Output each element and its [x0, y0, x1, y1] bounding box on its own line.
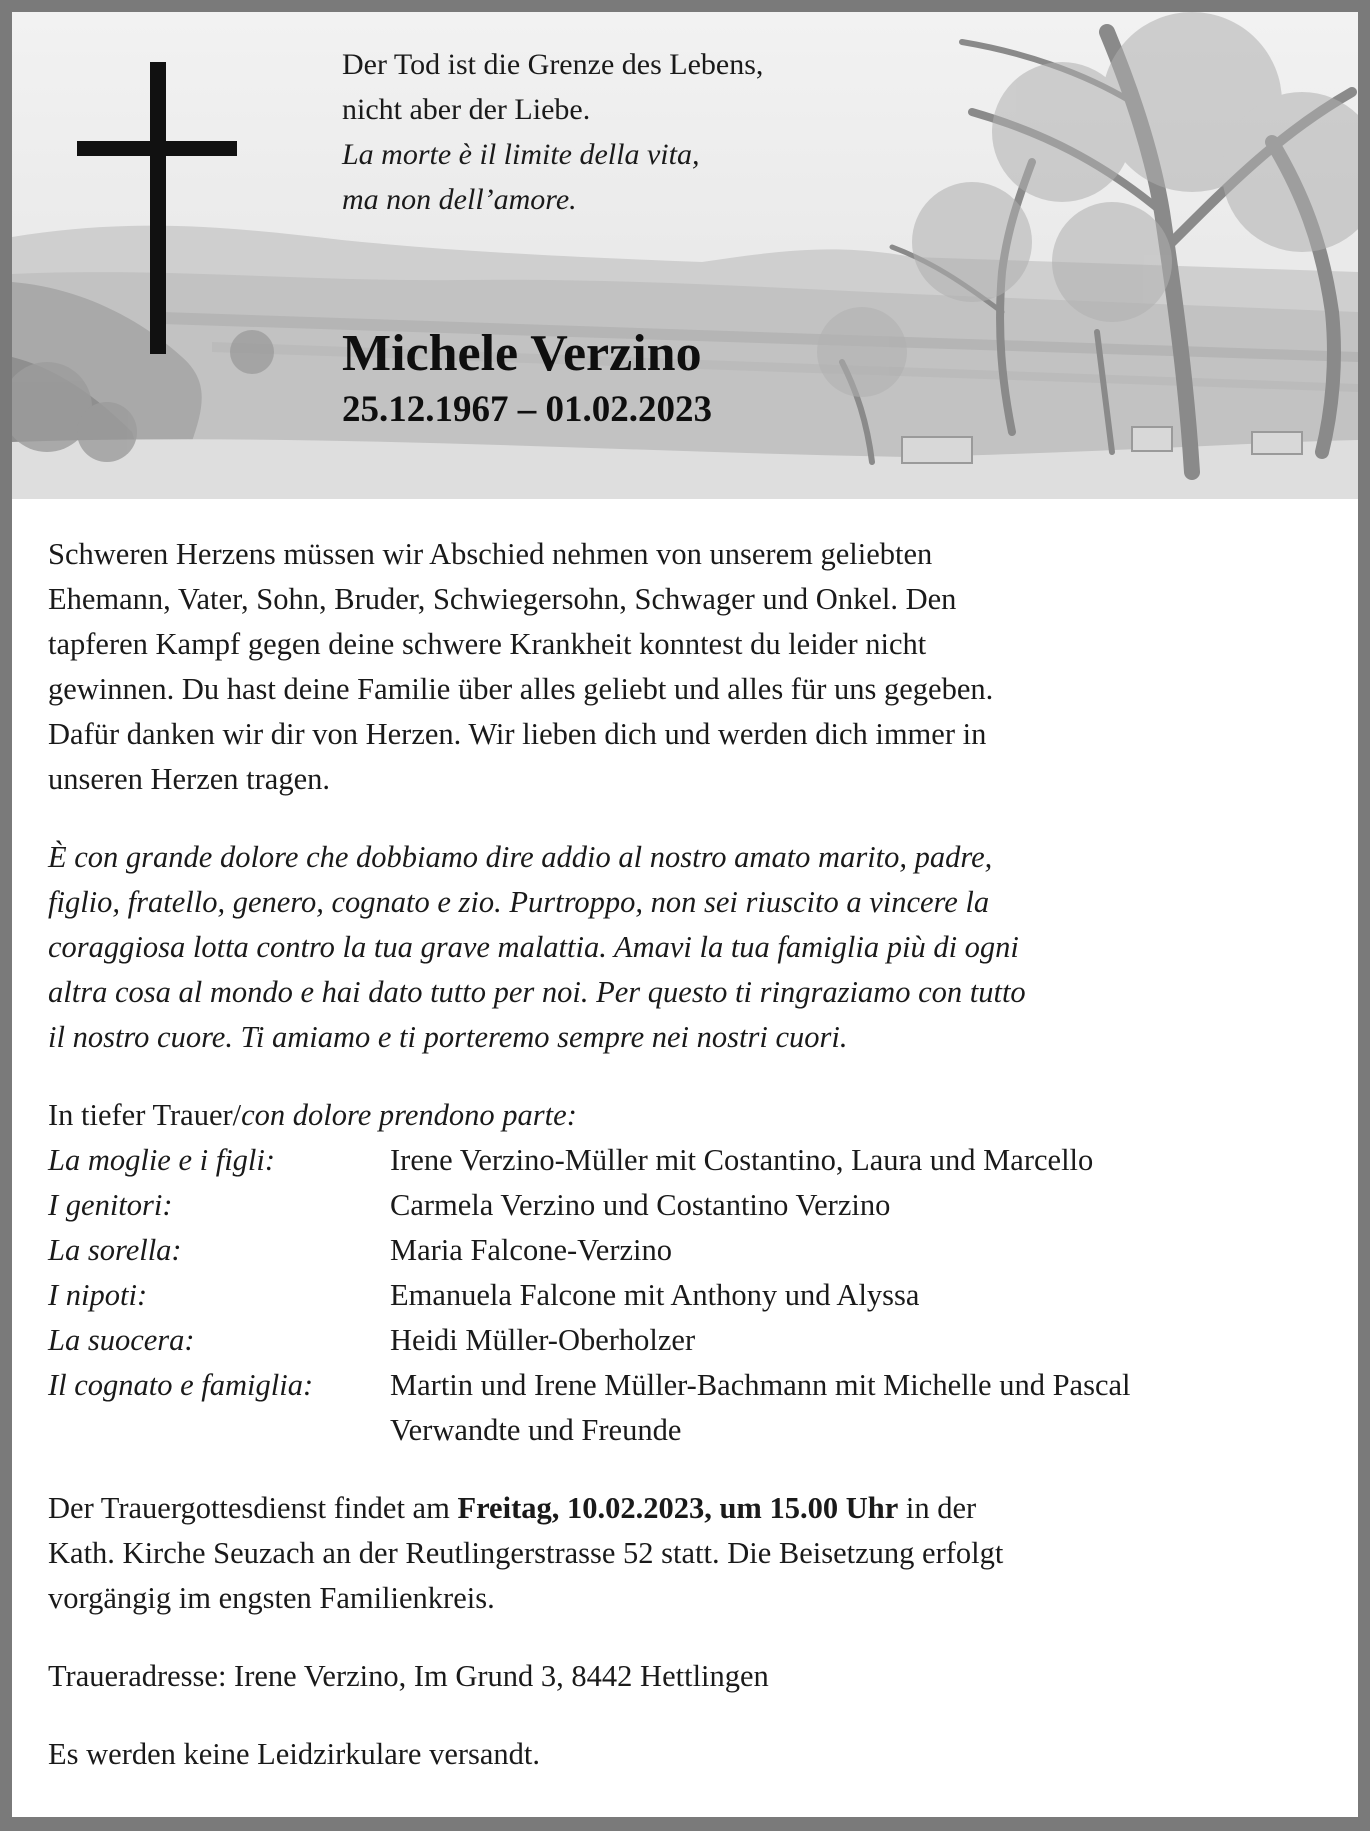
text-line: altra cosa al mondo e hai dato tutto per noi. Per questo ti ringraziamo con tutto — [48, 975, 1026, 1009]
text-line: il nostro cuore. Ti amiamo e ti porteremo sempre nei nostri cuori. — [48, 1020, 848, 1054]
mourner-names: Verwandte und Freunde — [390, 1413, 682, 1447]
mourner-names: Carmela Verzino und Costantino Verzino — [390, 1188, 891, 1222]
service-line-2: Kath. Kirche Seuzach an der Reutlingerstrasse 52 statt. Die Beisetzung erfolgt — [48, 1536, 1004, 1570]
mourner-role: La suocera: — [48, 1323, 195, 1357]
mourner-row — [48, 1273, 1338, 1318]
obituary-card — [12, 12, 1358, 1817]
quote-line-it-1: La morte è il limite della vita, — [342, 138, 700, 171]
mourner-role: Il cognato e famiglia: — [48, 1368, 314, 1402]
closing-note: Es werden keine Leidzirkulare versandt. — [48, 1737, 541, 1771]
header-landscape — [12, 12, 1358, 499]
deceased-name: Michele Verzino — [342, 325, 702, 382]
quote-line-de-1: Der Tod ist die Grenze des Lebens, — [342, 48, 764, 81]
mourner-names: Irene Verzino-Müller mit Costantino, Laura und Marcello — [390, 1143, 1094, 1177]
life-dates: 25.12.1967 – 01.02.2023 — [342, 389, 712, 430]
mourner-row — [48, 1408, 1338, 1453]
mourners-intro-it: con dolore prendono parte: — [241, 1098, 577, 1132]
quote-line-de-2: nicht aber der Liebe. — [342, 93, 591, 126]
mourner-names: Maria Falcone-Verzino — [390, 1233, 673, 1267]
obituary-body — [48, 532, 1338, 1810]
text-line: unseren Herzen tragen. — [48, 762, 330, 796]
text-line: Ehemann, Vater, Sohn, Bruder, Schwiegersohn, Schwager und Onkel. Den — [48, 582, 957, 616]
mourners-list — [48, 1093, 1338, 1453]
mourner-names: Heidi Müller-Oberholzer — [390, 1323, 696, 1357]
quote-line-it-2: ma non dell’amore. — [342, 183, 577, 216]
mourner-names: Emanuela Falcone mit Anthony und Alyssa — [390, 1278, 920, 1312]
service-line-3: vorgängig im engsten Familienkreis. — [48, 1581, 495, 1615]
mourner-row — [48, 1318, 1338, 1363]
mourner-role — [48, 1408, 390, 1453]
cross-icon — [77, 62, 237, 357]
text-line: Dafür danken wir dir von Herzen. Wir lieben dich und werden dich immer in — [48, 717, 987, 751]
paragraph-german — [48, 532, 1338, 802]
mourners-intro — [48, 1093, 1338, 1138]
mourner-role: La moglie e i figli: — [48, 1143, 276, 1177]
service-pre: Der Trauergottesdienst findet am — [48, 1491, 458, 1525]
text-line: figlio, fratello, genero, cognato e zio. Purtroppo, non sei riuscito a vincere la — [48, 885, 990, 919]
mourners-intro-de: In tiefer Trauer/ — [48, 1098, 242, 1132]
service-info — [48, 1486, 1338, 1621]
mourner-row — [48, 1228, 1338, 1273]
service-datetime: Freitag, 10.02.2023, um 15.00 Uhr — [457, 1491, 899, 1525]
text-line: È con grande dolore che dobbiamo dire addio al nostro amato marito, padre, — [48, 840, 993, 874]
text-line: tapferen Kampf gegen deine schwere Krankheit konntest du leider nicht — [48, 627, 927, 661]
service-line-1 — [48, 1486, 1338, 1531]
epitaph-quote — [342, 42, 763, 222]
mourner-role: I nipoti: — [48, 1278, 148, 1312]
mourning-address: Traueradresse: Irene Verzino, Im Grund 3, 8442 Hettlingen — [48, 1659, 769, 1693]
mourner-role: La sorella: — [48, 1233, 182, 1267]
mourner-names: Martin und Irene Müller-Bachmann mit Michelle und Pascal — [390, 1368, 1131, 1402]
mourner-role: I genitori: — [48, 1188, 173, 1222]
mourner-row — [48, 1183, 1338, 1228]
text-line: coraggiosa lotta contro la tua grave malattia. Amavi la tua famiglia più di ogni — [48, 930, 1019, 964]
text-line: Schweren Herzens müssen wir Abschied nehmen von unserem geliebten — [48, 537, 933, 571]
paragraph-italian — [48, 835, 1338, 1060]
text-line: gewinnen. Du hast deine Familie über alles geliebt und alles für uns gegeben. — [48, 672, 994, 706]
mourner-row — [48, 1363, 1338, 1408]
mourner-row — [48, 1138, 1338, 1183]
service-post: in der — [898, 1491, 977, 1525]
